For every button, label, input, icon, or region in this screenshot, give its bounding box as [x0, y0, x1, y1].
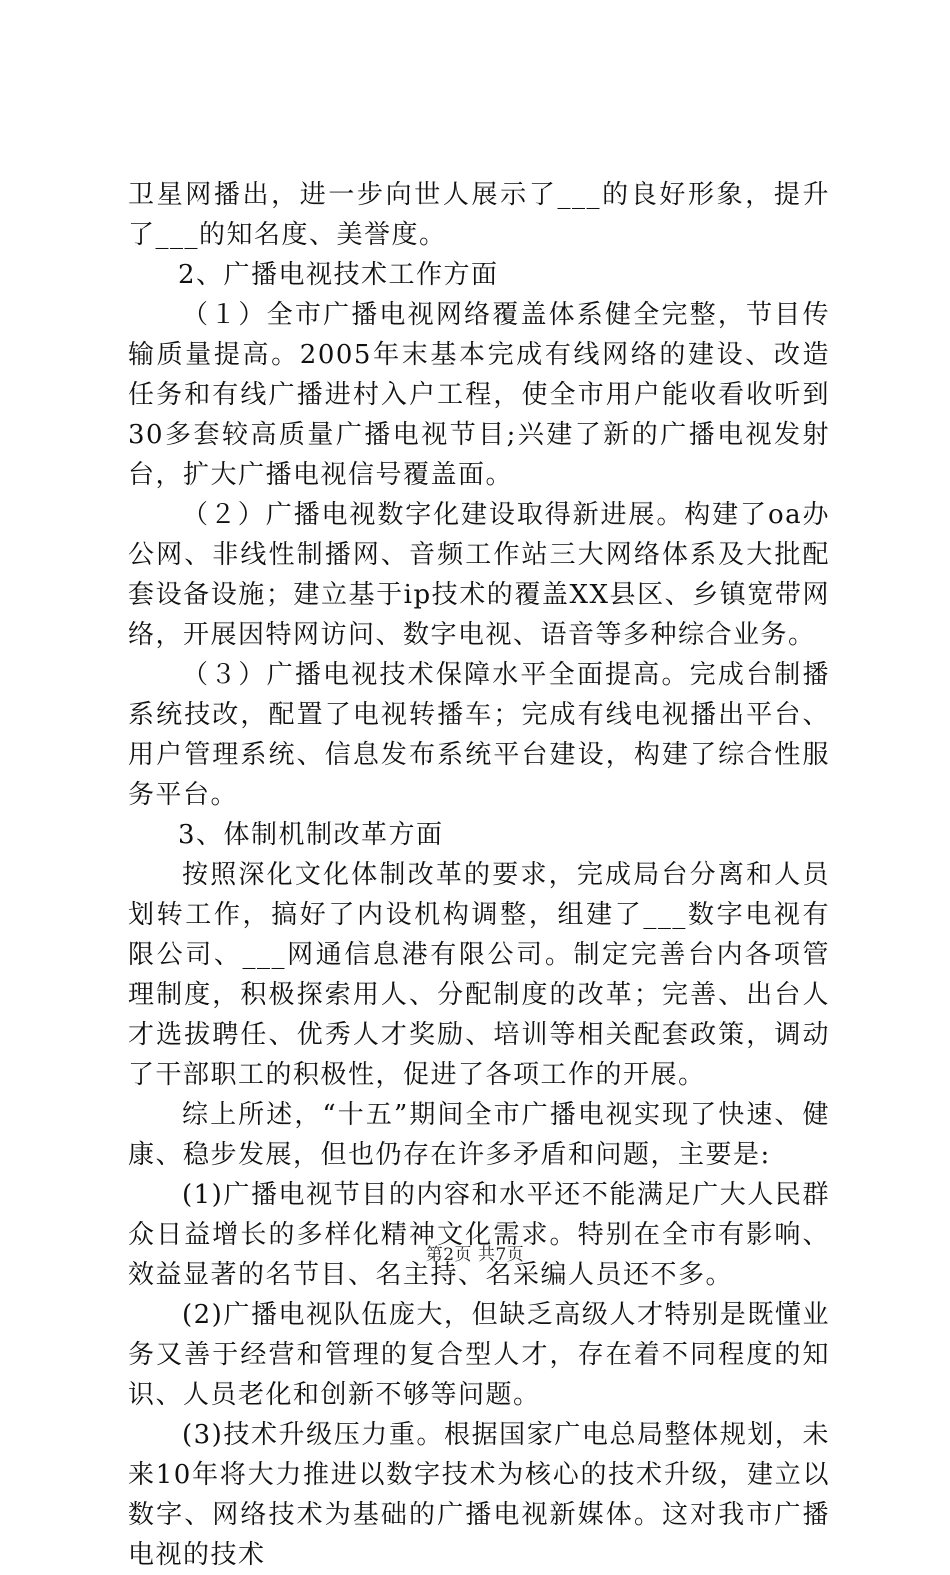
- paragraph-tech-support: （３）广播电视技术保障水平全面提高。完成台制播系统技改，配置了电视转播车；完成有线电视播出平台、用户管理系统、信息发布系统平台建设，构建了综合性服务平台。: [128, 660, 830, 810]
- paragraph-reform: 按照深化文化体制改革的要求，完成局台分离和人员划转工作，搞好了内设机构调整，组建了___数字电视有限公司、___网通信息港有限公司。制定完善台内各项管理制度，积极探索用人、分配制度的改革；完善、出台人才选拔聘任、优秀人才奖励、培训等相关配套政策，调动了干部职工的积极性，促进了各项工作的开展。: [128, 860, 830, 1090]
- paragraph-continuation: 卫星网播出，进一步向世人展示了___的良好形象，提升了___的知名度、美誉度。: [128, 180, 830, 250]
- paragraph-summary: 综上所述，“十五”期间全市广播电视实现了快速、健康、稳步发展，但也仍存在许多矛盾和问题，主要是:: [128, 1100, 830, 1170]
- section-heading-reform: 3、体制机制改革方面: [178, 820, 444, 850]
- paragraph-digitalization: （２）广播电视数字化建设取得新进展。构建了oa办公网、非线性制播网、音频工作站三大网络体系及大批配套设备设施；建立基于ip技术的覆盖XX县区、乡镇宽带网络，开展因特网访问、数字电视、语音等多种综合业务。: [128, 500, 830, 650]
- paragraph-issue-content: (1)广播电视节目的内容和水平还不能满足广大人民群众日益增长的多样化精神文化需求。特别在全市有影响、效益显著的名节目、名主持、名采编人员还不多。: [128, 1180, 830, 1290]
- paragraph-network-coverage: （１）全市广播电视网络覆盖体系健全完整，节目传输质量提高。2005年末基本完成有线网络的建设、改造任务和有线广播进村入户工程，使全市用户能收看收听到30多套较高质量广播电视节目;兴建了新的广播电视发射台，扩大广播电视信号覆盖面。: [128, 300, 830, 490]
- paragraph-issue-tech: (3)技术升级压力重。根据国家广电总局整体规划，未来10年将大力推进以数字技术为核心的技术升级，建立以数字、网络技术为基础的广播电视新媒体。这对我市广播电视的技术: [128, 1420, 830, 1570]
- section-heading-technology: 2、广播电视技术工作方面: [178, 260, 499, 290]
- document-body: [128, 175, 830, 1575]
- page-number-footer: 第2页 共7页: [425, 1245, 525, 1265]
- paragraph-issue-staff: (2)广播电视队伍庞大，但缺乏高级人才特别是既懂业务又善于经营和管理的复合型人才，存在着不同程度的知识、人员老化和创新不够等问题。: [128, 1300, 830, 1410]
